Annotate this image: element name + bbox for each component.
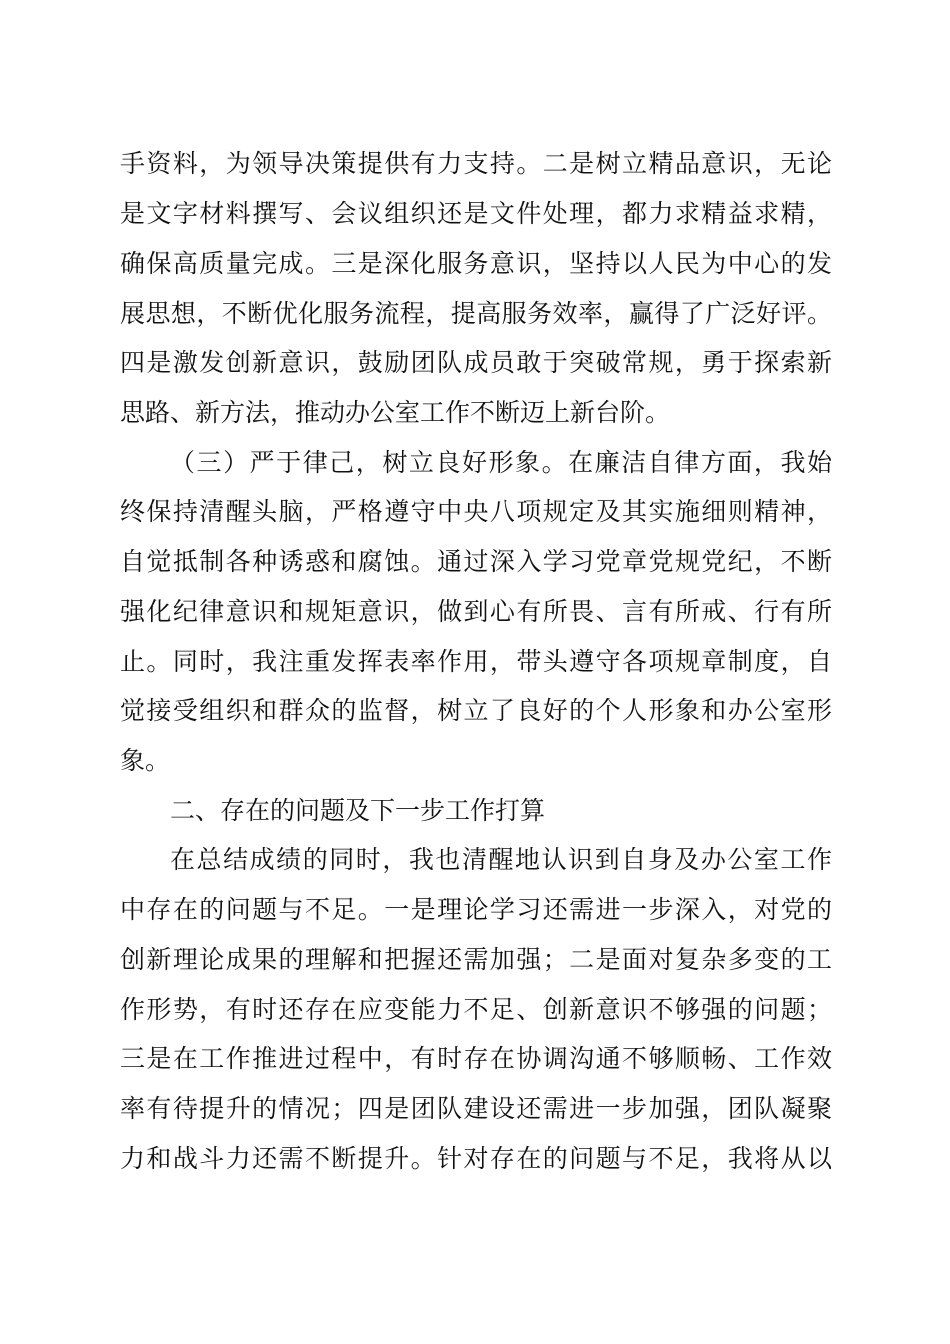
section-heading: 二、存在的问题及下一步工作打算: [170, 796, 546, 825]
text-line: 象。: [120, 746, 171, 775]
text-line: 作形势，有时还存在应变能力不足、创新意识不够强的问题；: [120, 995, 832, 1024]
text-line: 三是在工作推进过程中，有时存在协调沟通不够顺畅、工作效: [120, 1044, 832, 1073]
text-line: 终保持清醒头脑，严格遵守中央八项规定及其实施细则精神，: [120, 497, 832, 526]
text-line: 率有待提升的情况；四是团队建设还需进一步加强，团队凝聚: [120, 1094, 832, 1123]
text-line: 手资料，为领导决策提供有力支持。二是树立精品意识，无论: [120, 149, 832, 178]
text-line: （三）严于律己，树立良好形象。在廉洁自律方面，我始: [170, 448, 832, 477]
text-line: 力和战斗力还需不断提升。针对存在的问题与不足，我将从以: [120, 1144, 832, 1173]
text-line: 自觉抵制各种诱惑和腐蚀。通过深入学习党章党规党纪，不断: [120, 547, 832, 576]
text-line: 是文字材料撰写、会议组织还是文件处理，都力求精益求精，: [120, 199, 832, 228]
text-line: 在总结成绩的同时，我也清醒地认识到自身及办公室工作: [170, 845, 832, 874]
text-line: 展思想，不断优化服务流程，提高服务效率，赢得了广泛好评。: [120, 299, 832, 328]
text-line: 确保高质量完成。三是深化服务意识，坚持以人民为中心的发: [120, 249, 832, 278]
text-line: 创新理论成果的理解和把握还需加强；二是面对复杂多变的工: [120, 945, 832, 974]
text-line: 思路、新方法，推动办公室工作不断迈上新台阶。: [120, 398, 671, 427]
text-line: 止。同时，我注重发挥表率作用，带头遵守各项规章制度，自: [120, 647, 832, 676]
text-line: 强化纪律意识和规矩意识，做到心有所畏、言有所戒、行有所: [120, 597, 832, 626]
text-line: 四是激发创新意识，鼓励团队成员敢于突破常规，勇于探索新: [120, 348, 832, 377]
text-line: 觉接受组织和群众的监督，树立了良好的个人形象和办公室形: [120, 696, 832, 725]
text-line: 中存在的问题与不足。一是理论学习还需进一步深入，对党的: [120, 895, 832, 924]
